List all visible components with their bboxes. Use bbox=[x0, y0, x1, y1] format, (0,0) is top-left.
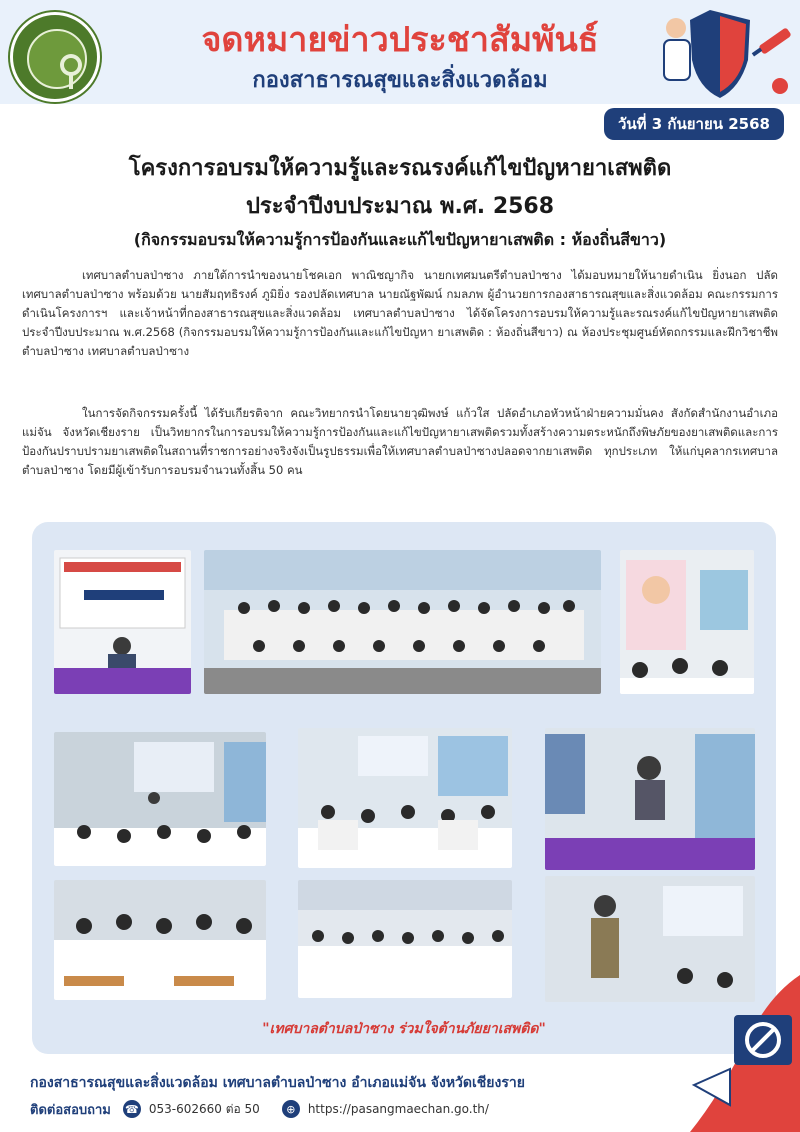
doctor-shield-syringe-icon bbox=[640, 0, 800, 104]
phone-number: 053-602660 ต่อ 50 bbox=[148, 1101, 260, 1116]
photo-collage bbox=[32, 522, 776, 1054]
newsletter-title: จดหมายข่าวประชาสัมพันธ์ bbox=[201, 20, 599, 60]
municipality-seal-icon bbox=[10, 12, 100, 102]
headline-line-3: (กิจกรรมอบรมให้ความรู้การป้องกันและแก้ไขปัญหายาเสพติด : ห้องถิ่นสีขาว) bbox=[133, 230, 667, 249]
phone-icon: ☎ bbox=[123, 1100, 141, 1118]
date-badge: วันที่ 3 กันยายน 2568 bbox=[604, 108, 784, 140]
photo-speaker-with-microphone bbox=[545, 728, 755, 870]
photo-attendees-seated bbox=[54, 880, 266, 1000]
department-subtitle: กองสาธารณสุขและสิ่งแวดล้อม bbox=[252, 68, 548, 93]
photo-group-participants bbox=[204, 550, 601, 694]
photo-lecture-room-2 bbox=[298, 728, 512, 868]
header-banner bbox=[0, 0, 800, 104]
photo-speaker-at-podium bbox=[54, 550, 191, 694]
body-paragraph-1: เทศบาลตำบลป่าซาง ภายใต้การนำของนายโชคเอก พาณิชญากิจ นายกเทศมนตรีตำบลป่าซาง ได้มอบหมายให้นายดำเนิน ยิ่งนอก ปลัดเทศบาลตำบลป่าซาง พร้อมด้วย นายสัมฤทธิรงค์ ภูมิยิ่ง รองปลัดเทศบาล นายณัฐพัฒน์ กมลภพ ผู้อำนวยการกองสาธารณสุขและสิ่งแวดล้อม คณะกรรมการดำเนินโครงการฯ และเจ้าหน้าที่กองสาธารณสุขและสิ่งแวดล้อม เทศบาลตำบลป่าซาง ได้จัดโครงการอบรมให้ความรู้และรณรงค์แก้ไขปัญหายาเสพติด ประจำปีงบประมาณ พ.ศ.2568 (กิจกรรมอบรมให้ความรู้การป้องกันและแก้ไขปัญหา ยาเสพติด : ห้องถิ่นสีขาว) ณ ห้องประชุมศูนย์หัตถกรรมและฝึกวิชาชีพตำบลป่าซาง เทศบาลตำบลป่าซาง bbox=[22, 268, 778, 358]
website-link[interactable]: https://pasangmaechan.go.th/ bbox=[307, 1102, 489, 1116]
contact-bar bbox=[30, 1098, 489, 1120]
photo-training-hall bbox=[298, 880, 512, 998]
campaign-slogan: "เทศบาลตำบลป่าซาง ร่วมใจต้านภัยยาเสพติด" bbox=[262, 1021, 546, 1037]
photo-lecture-room-1 bbox=[54, 732, 266, 866]
megaphone-stop-sign-icon bbox=[690, 975, 800, 1132]
footer-organization: กองสาธารณสุขและสิ่งแวดล้อม เทศบาลตำบลป่าซาง อำเภอแม่จัน จังหวัดเชียงราย bbox=[30, 1075, 525, 1091]
globe-icon: ⊕ bbox=[282, 1100, 300, 1118]
photo-audience-with-poster bbox=[620, 550, 754, 694]
body-paragraph-2: ในการจัดกิจกรรมครั้งนี้ ได้รับเกียรติจาก คณะวิทยากรนำโดยนายวุฒิพงษ์ แก้วใส ปลัดอำเภอหัวหน้าฝ่ายความมั่นคง สังกัดสำนักงานอำเภอแม่จัน จังหวัดเชียงราย เป็นวิทยากรในการอบรมให้ความรู้การป้องกันและแก้ไขปัญหายาเสพติดรวมทั้งสร้างความตระหนักถึงพิษภัยของยาเสพติดและการป้องกันปราบปรามยาเสพติดในสถานที่ราชการอย่างจริงจังเป็นรูปธรรมเพื่อให้เทศบาลตำบลป่าซางปลอดจากยาเสพติด ทุกประเภท ให้แก่บุคลากรเทศบาลตำบลป่าซาง โดยมีผู้เข้ารับการอบรมจำนวนทั้งสิ้น 50 คน bbox=[22, 406, 778, 477]
headline-line-2: ประจำปีงบประมาณ พ.ศ. 2568 bbox=[245, 194, 555, 219]
contact-label: ติดต่อสอบถาม bbox=[30, 1102, 111, 1118]
headline-line-1: โครงการอบรมให้ความรู้และรณรงค์แก้ไขปัญหายาเสพติด bbox=[128, 156, 672, 181]
